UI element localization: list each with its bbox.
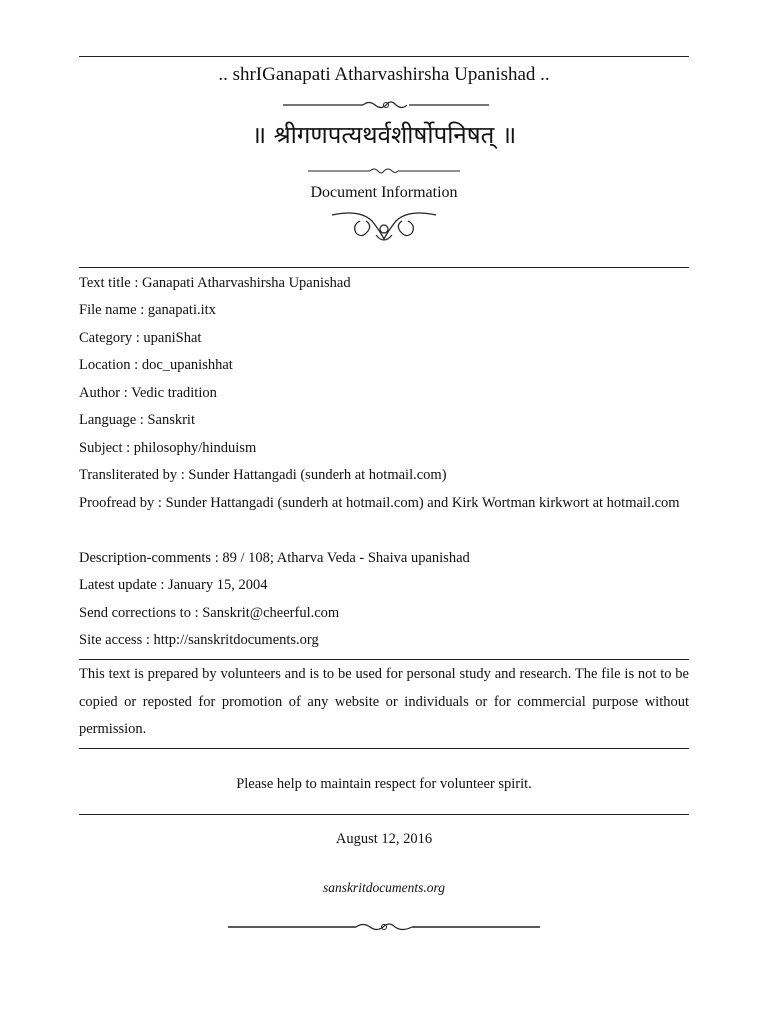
field-transliterated-by: Transliterated by : Sunder Hattangadi (sunderh at hotmail.com) <box>79 467 447 483</box>
small-divider-ornament-icon <box>308 164 460 178</box>
volunteer-spirit-note: Please help to maintain respect for volunteer spirit. <box>236 776 532 792</box>
info-top-rule <box>79 267 689 268</box>
field-file-name: File name : ganapati.itx <box>79 302 216 318</box>
field-language: Language : Sanskrit <box>79 412 195 428</box>
document-date: August 12, 2016 <box>335 831 433 847</box>
document-title-sanskrit: ॥ श्रीगणपत्यथर्वशीर्षोपनिषत् ॥ <box>251 121 517 149</box>
divider-ornament-icon <box>283 96 489 114</box>
bottom-ornament-icon <box>228 918 540 936</box>
field-latest-update: Latest update : January 15, 2004 <box>79 577 268 593</box>
notice-bottom-rule <box>79 748 689 749</box>
field-proofread-by: Proofread by : Sunder Hattangadi (sunderh at hotmail.com) and Kirk Wortman kirkwort at hotmail.com <box>79 495 680 511</box>
document-information-heading: Document Information <box>310 184 458 201</box>
field-subject: Subject : philosophy/hinduism <box>79 440 257 456</box>
notice-top-rule <box>79 659 689 660</box>
field-category: Category : upaniShat <box>79 330 202 346</box>
field-text-title: Text title : Ganapati Atharvashirsha Upanishad <box>79 275 351 291</box>
field-site-access: Site access : http://sanskritdocuments.org <box>79 632 319 648</box>
document-title-english: .. shrIGanapati Atharvashirsha Upanishad .. <box>218 64 550 85</box>
field-description-comments: Description-comments : 89 / 108; Atharva Veda - Shaiva upanishad <box>79 550 470 566</box>
date-top-rule <box>79 814 689 815</box>
site-name: sanskritdocuments.org <box>322 880 446 895</box>
flourish-ornament-icon <box>330 207 438 245</box>
field-send-corrections: Send corrections to : Sanskrit@cheerful.com <box>79 605 340 621</box>
usage-notice: This text is prepared by volunteers and is to be used for personal study and research. The file is not to be copied or reposted for promotion of any website or individuals or for commercial purpose without permission. <box>79 666 689 737</box>
top-rule <box>79 56 689 57</box>
field-author: Author : Vedic tradition <box>79 385 217 401</box>
field-location: Location : doc_upanishhat <box>79 357 233 373</box>
